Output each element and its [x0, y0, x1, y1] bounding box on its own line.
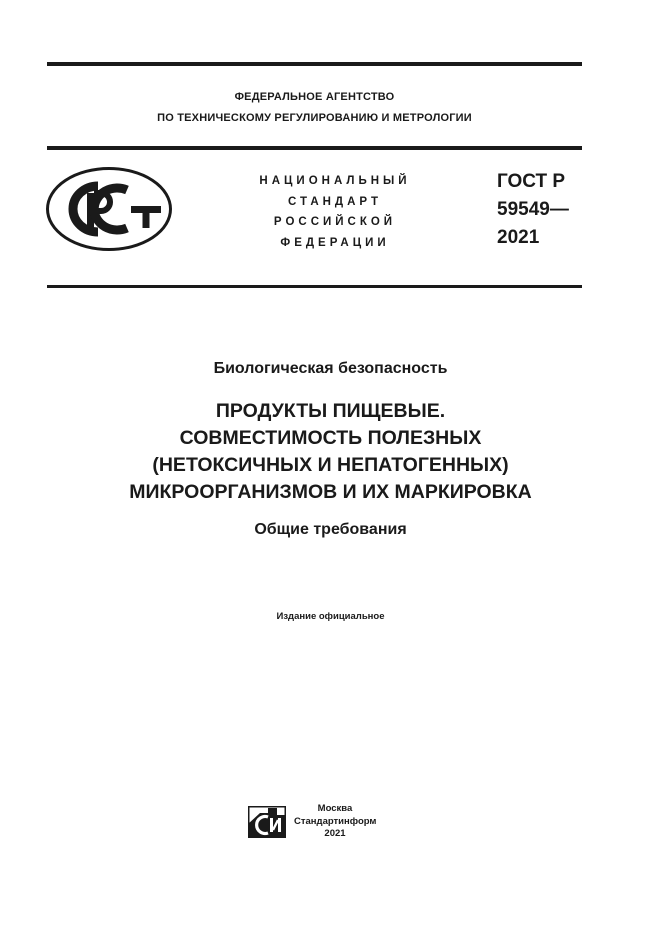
- publisher-city: Москва: [317, 803, 353, 814]
- publication-year: 2021: [324, 828, 346, 839]
- header-rule: [47, 146, 582, 150]
- document-title: [47, 398, 614, 506]
- publisher-name: Стандартинформ: [294, 815, 377, 827]
- standard-type-line: ФЕДЕРАЦИИ: [280, 236, 390, 249]
- agency-name-line-2: ПО ТЕХНИЧЕСКОМУ РЕГУЛИРОВАНИЮ И МЕТРОЛОГИИ: [157, 112, 472, 124]
- national-standard-label: [230, 171, 440, 253]
- standard-code-line: 59549—: [497, 199, 569, 220]
- subject-heading: Биологическая безопасность: [213, 360, 448, 377]
- top-rule: [47, 62, 582, 66]
- standard-type-line: НАЦИОНАЛЬНЫЙ: [259, 175, 411, 187]
- title-line: ПРОДУКТЫ ПИЩЕВЫЕ.: [215, 400, 446, 422]
- standard-code-line: ГОСТ Р: [497, 171, 566, 192]
- gost-r-logo-icon: [45, 166, 173, 252]
- standard-code: [497, 168, 569, 252]
- agency-name-line-1: ФЕДЕРАЛЬНОЕ АГЕНТСТВО: [234, 91, 395, 103]
- standard-code-line: 2021: [497, 227, 540, 248]
- official-edition-label: Издание официальное: [276, 611, 385, 622]
- standard-type-line: СТАНДАРТ: [288, 195, 382, 208]
- title-line: (НЕТОКСИЧНЫХ И НЕПАТОГЕННЫХ): [152, 454, 509, 476]
- title-line: МИКРООРГАНИЗМОВ И ИХ МАРКИРОВКА: [129, 481, 532, 503]
- standard-type-line: РОССИЙСКОЙ: [273, 216, 397, 228]
- bottom-header-rule: [47, 285, 582, 288]
- standartinform-logo-icon: [248, 806, 286, 838]
- title-line: СОВМЕСТИМОСТЬ ПОЛЕЗНЫХ: [179, 427, 482, 449]
- general-requirements-subtitle: Общие требования: [254, 521, 407, 538]
- publisher-block: [294, 803, 376, 841]
